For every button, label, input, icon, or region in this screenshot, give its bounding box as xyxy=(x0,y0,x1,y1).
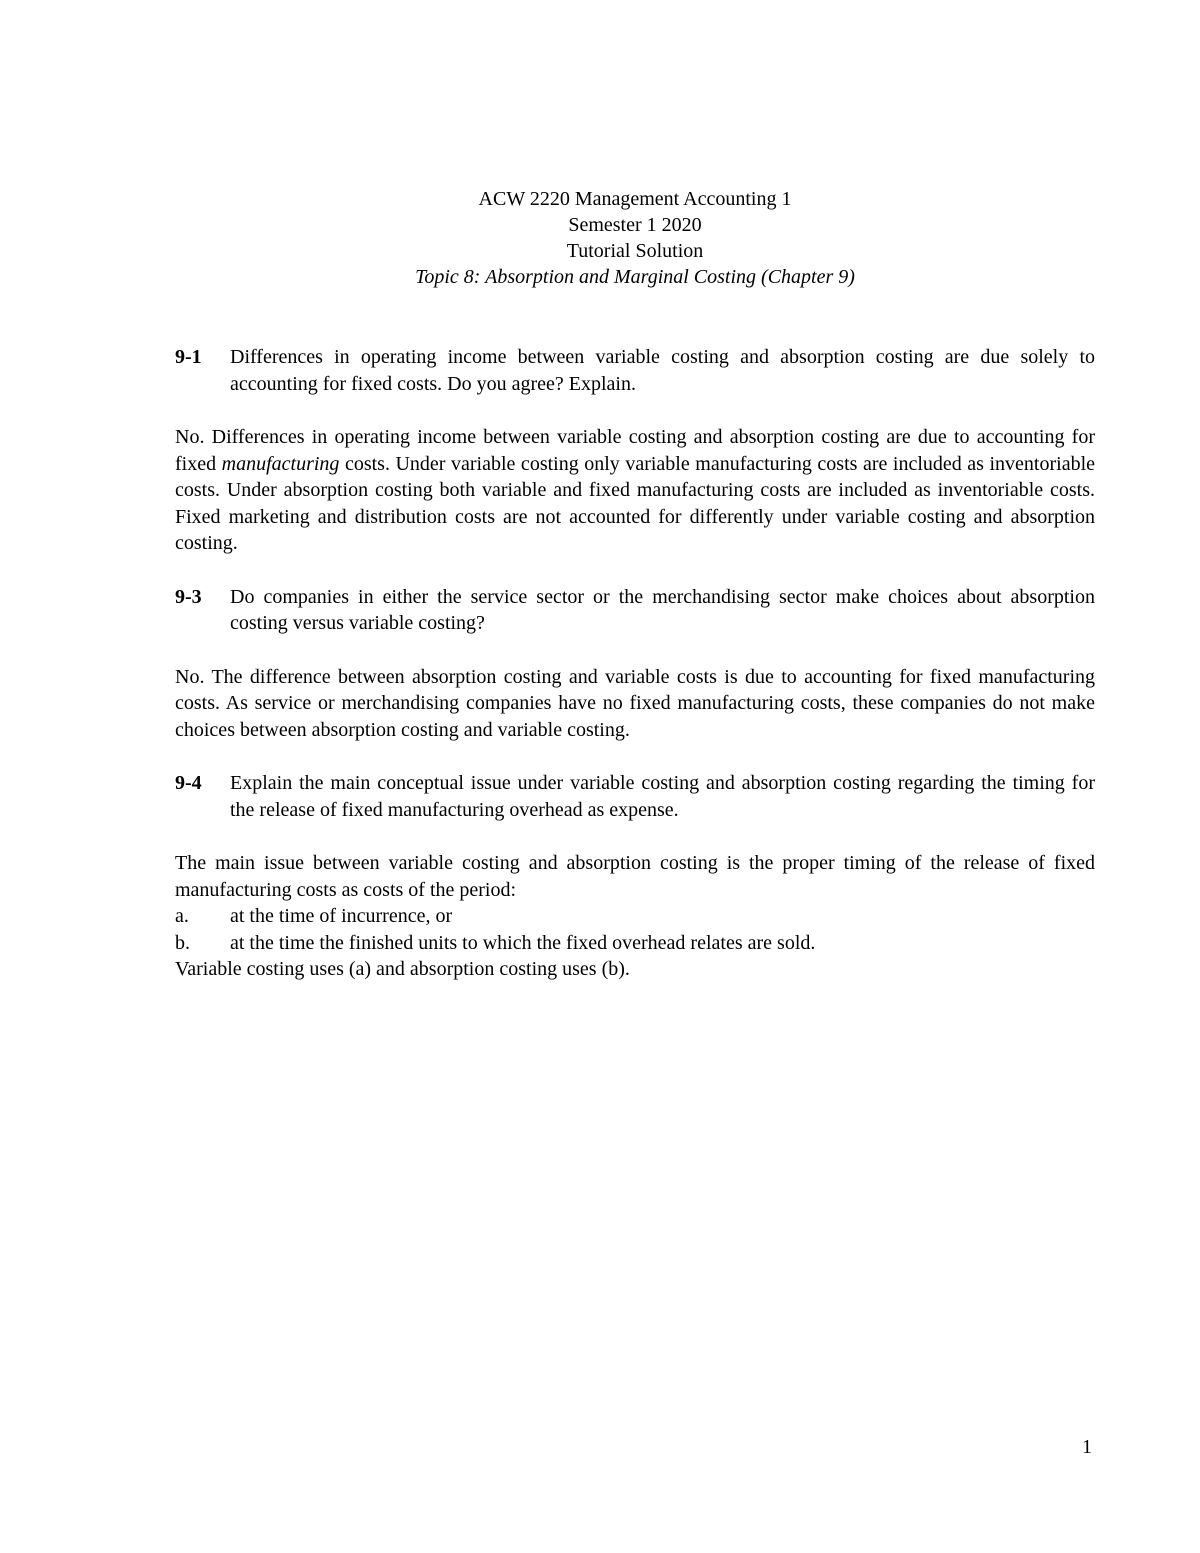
emphasized-word: manufacturing xyxy=(221,452,340,475)
answer-9-3: No. The difference between absorption costing and variable costs is due to accounting for fixed manufacturing costs. As service or merchandising companies have no fixed manufacturing costs, these companies do not make choices between absorption costing and variable costing. xyxy=(175,665,1095,741)
question-9-3 xyxy=(175,584,1095,637)
document-body xyxy=(175,344,1095,983)
answer-conclusion: Variable costing uses (a) and absorption costing uses (b). xyxy=(175,958,630,980)
semester-label: Semester 1 2020 xyxy=(568,214,702,236)
page-number: 1 xyxy=(1082,1436,1092,1458)
answer-9-1 xyxy=(175,424,1095,557)
list-item xyxy=(175,930,1095,957)
question-9-4 xyxy=(175,770,1095,823)
list-label: a. xyxy=(175,905,189,927)
list-item xyxy=(175,903,1095,930)
answer-text: No. Differences in operating income between variable costing and absorption costing are due to accounting for fixed xyxy=(175,426,1095,475)
document-header xyxy=(0,186,1200,290)
list-text: at the time of incurrence, or xyxy=(230,905,453,927)
question-number: 9-1 xyxy=(175,346,202,368)
question-text: Differences in operating income between variable costing and absorption costing are due solely to accounting for fixed costs. Do you agree? Explain. xyxy=(230,346,1095,395)
question-number: 9-3 xyxy=(175,585,202,608)
question-9-1 xyxy=(175,344,1095,397)
course-title: ACW 2220 Management Accounting 1 xyxy=(478,188,792,210)
answer-text: costs. Under variable costing only variable manufacturing costs are included as inventoriable costs. Under absorption costing both variable and fixed manufacturing costs are included as inventoriable costs. Fixed marketing and distribution costs are not accounted for differently under variable costing and absorption costing. xyxy=(175,452,1096,554)
document-type: Tutorial Solution xyxy=(566,240,704,262)
list-label: b. xyxy=(175,931,190,954)
topic-title: Topic 8: Absorption and Marginal Costing (Chapter 9) xyxy=(415,266,855,288)
question-text: Do companies in either the service sector or the merchandising sector make choices about absorption costing versus variable costing? xyxy=(230,585,1095,634)
question-text: Explain the main conceptual issue under variable costing and absorption costing regarding the timing for the release of fixed manufacturing overhead as expense. xyxy=(230,772,1095,821)
question-number: 9-4 xyxy=(175,772,202,794)
answer-intro: The main issue between variable costing and absorption costing is the proper timing of the release of fixed manufacturing costs as costs of the period: xyxy=(175,852,1095,901)
answer-9-4 xyxy=(175,850,1095,983)
list-text: at the time the finished units to which the fixed overhead relates are sold. xyxy=(230,931,816,954)
